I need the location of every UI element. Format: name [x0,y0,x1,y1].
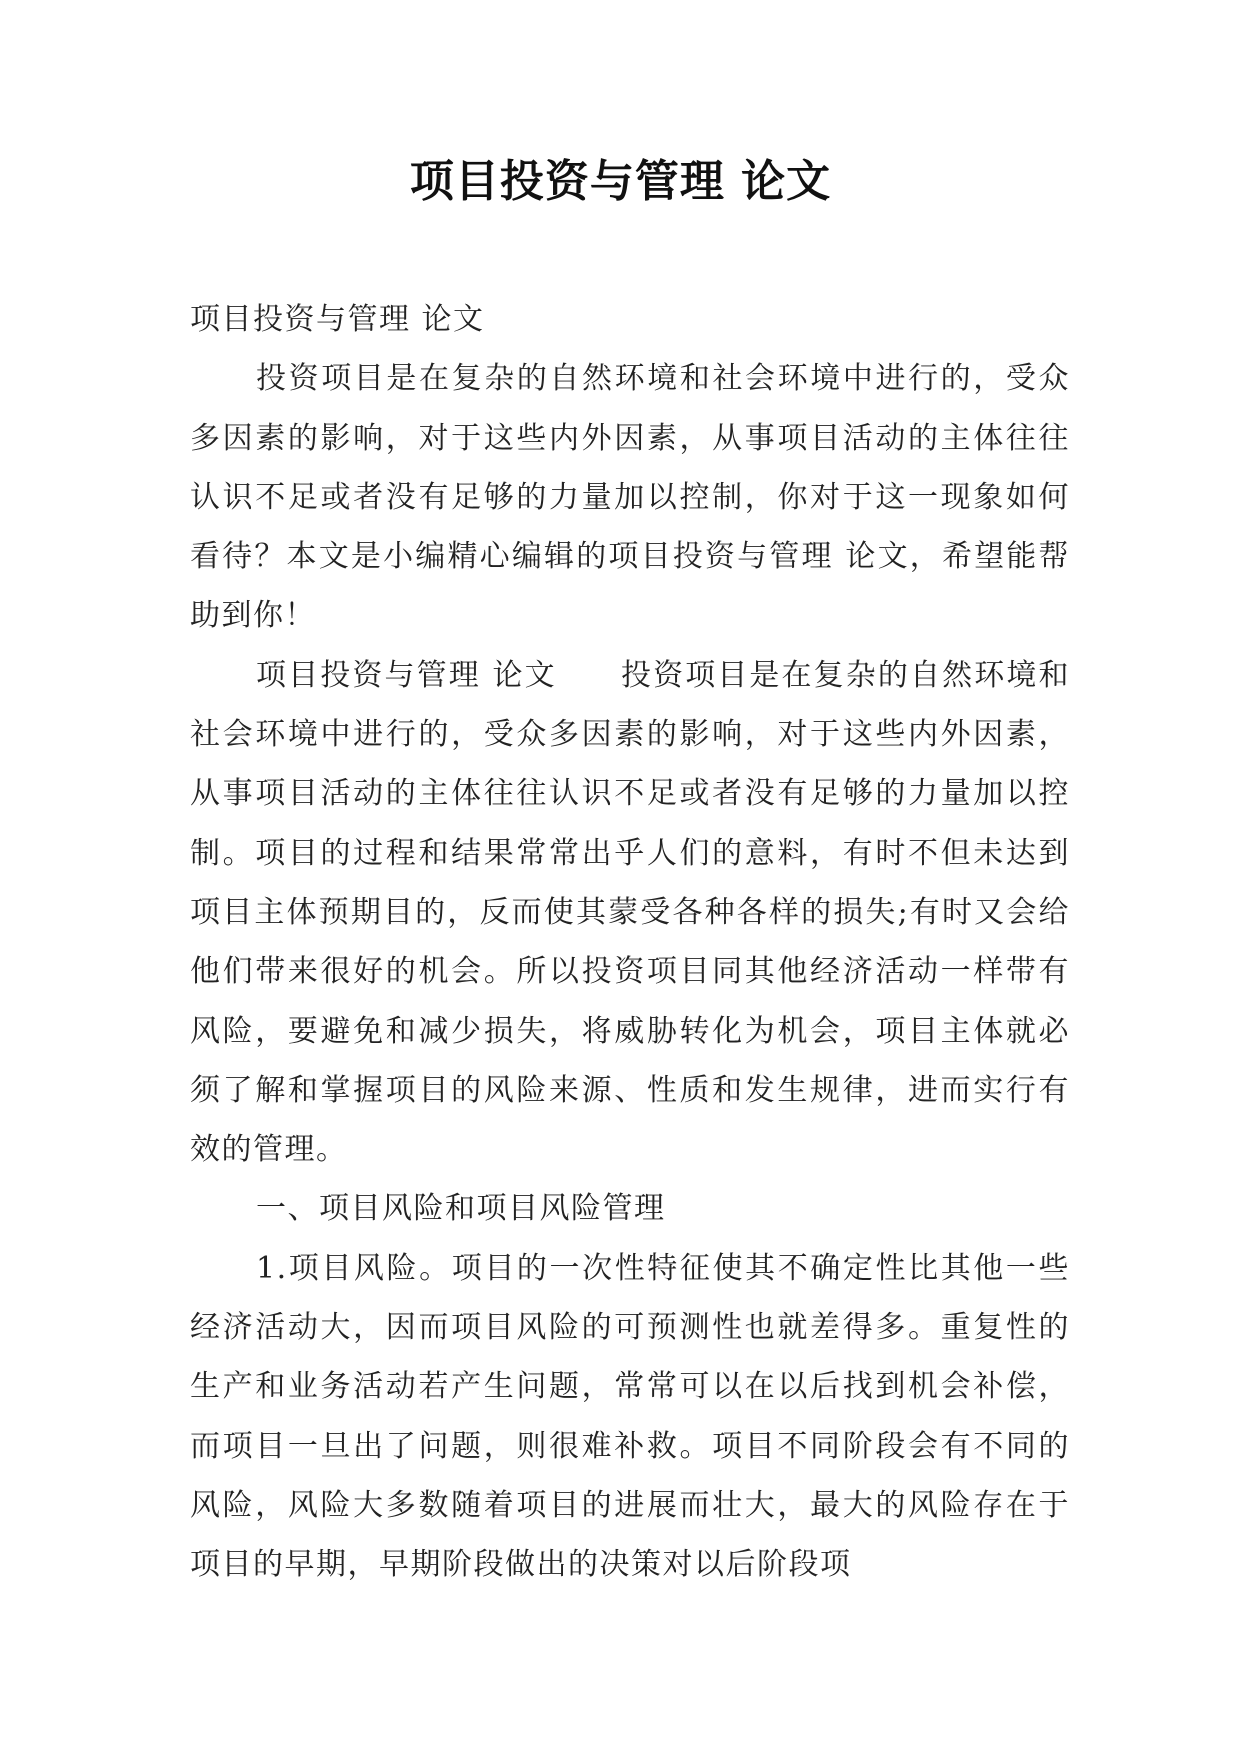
document-title: 项目投资与管理 论文 [409,156,832,207]
document-body [190,290,1070,1595]
intro-paragraph: 投资项目是在复杂的自然环境和社会环境中进行的，受众多因素的影响，对于这些内外因素，从事项目活动的主体往往认识不足或者没有足够的力量加以控制，你对于这一现象如何看待？本文是小编精心编辑的项目投资与管理 论文，希望能帮助到你！ [190,361,1070,634]
body-paragraph-risk: 1.项目风险。项目的一次性特征使其不确定性比其他一些经济活动大，因而项目风险的可预测性也就差得多。重复性的生产和业务活动若产生问题，常常可以在以后找到机会补偿，而项目一旦出了问题，则很难补救。项目不同阶段会有不同的风险，风险大多数随着项目的进展而壮大，最大的风险存在于项目的早期，早期阶段做出的决策对以后阶段项 [190,1250,1070,1583]
body-paragraph: 项目投资与管理 论文 投资项目是在复杂的自然环境和社会环境中进行的，受众多因素的影响，对于这些内外因素，从事项目活动的主体往往认识不足或者没有足够的力量加以控制。项目的过程和结果常常出乎人们的意料，有时不但未达到项目主体预期目的，反而使其蒙受各种各样的损失;有时又会给他们带来很好的机会。所以投资项目同其他经济活动一样带有风险，要避免和减少损失，将威胁转化为机会，项目主体就必须了解和掌握项目的风险来源、性质和发生规律，进而实行有效的管理。 [190,657,1070,1168]
subtitle-paragraph: 项目投资与管理 论文 [190,302,485,337]
section-heading: 一、项目风险和项目风险管理 [256,1191,666,1227]
